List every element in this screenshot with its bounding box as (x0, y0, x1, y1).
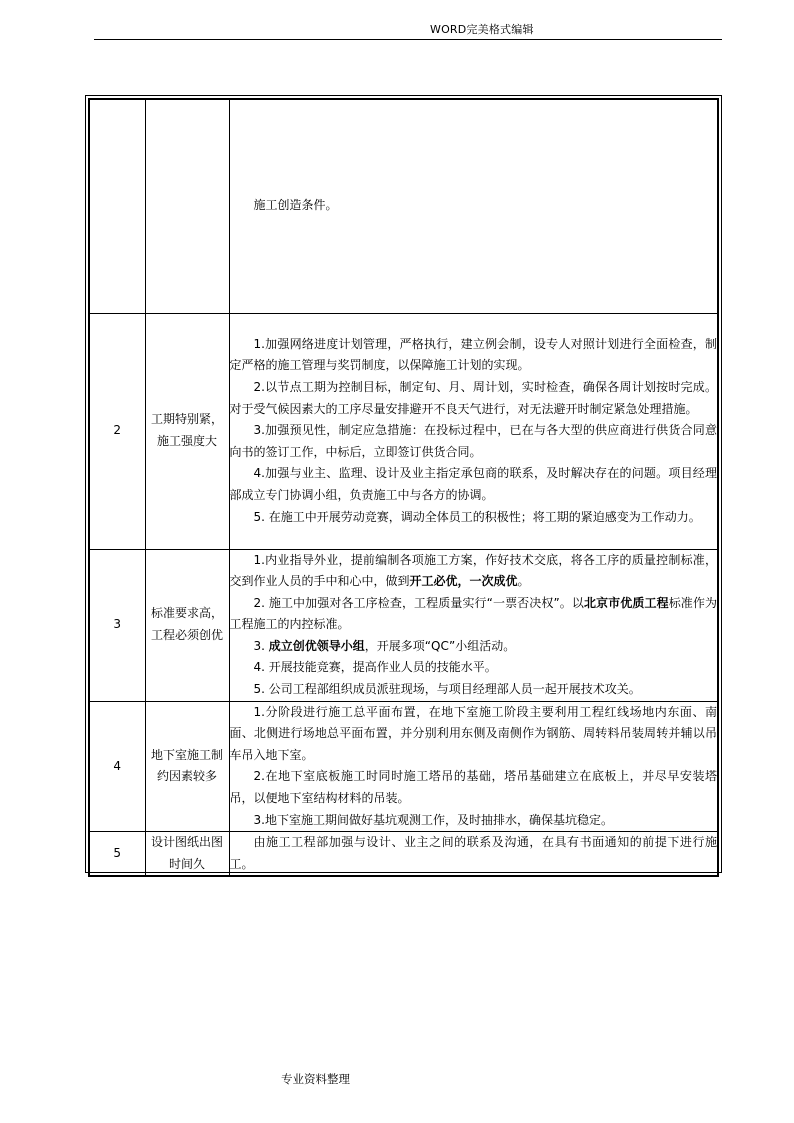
row-number: 2 (89, 313, 145, 549)
measures-cell (229, 701, 718, 832)
table-row (89, 313, 718, 549)
measures-cell (229, 832, 718, 877)
measures-cell (229, 549, 718, 701)
measure-item: 5. 公司工程部组织成员派驻现场，与项目经理部人员一起开展技术攻关。 (253, 682, 641, 697)
factor-text: 工期特别紧，施工强度大 (145, 313, 229, 549)
measure-item: 5. 在施工中开展劳动竞赛，调动全体员工的积极性；将工期的紧迫感变为工作动力。 (253, 509, 701, 524)
measure-text: 2. 施工中加强对各工序检查，工程质量实行“一票否决权”。以 (253, 595, 584, 610)
measure-item: 由施工工程部加强与设计、业主之间的联系及沟通，在具有书面通知的前提下进行施工。 (229, 835, 717, 871)
measure-emphasis: 成立创优领导小组 (268, 638, 365, 653)
factor-text: 地下室施工制约因素较多 (145, 701, 229, 832)
measure-text: 3. (253, 638, 269, 653)
measure-item: 2.以节点工期为控制目标，制定旬、月、周计划，实时检查，确保各周计划按时完成。对于受气候因素大的工序尽量安排避开不良天气进行，对无法避开时制定紧急处理措施。 (229, 380, 717, 416)
measure-item: 1.分阶段进行施工总平面布置，在地下室施工阶段主要利用工程红线场地内东面、南面、北侧进行场地总平面布置，并分别利用东侧及南侧作为钢筋、周转料吊装周转并辅以吊车吊入地下室。 (229, 704, 717, 762)
measure-emphasis: 北京市优质工程 (583, 595, 669, 610)
row-number-cell (89, 99, 145, 313)
measure-item: 1.加强网络进度计划管理，严格执行，建立例会制，设专人对照计划进行全面检查，制定严格的施工管理与奖罚制度，以保障施工计划的实现。 (229, 336, 717, 373)
page-footer: 专业资料整理 (281, 1072, 350, 1086)
page-header: WORD完美格式编辑 (430, 23, 534, 36)
table-row (89, 832, 718, 877)
measure-item (230, 593, 718, 636)
measures-table (88, 98, 719, 877)
row-number: 5 (89, 832, 145, 877)
row-number: 3 (89, 549, 145, 701)
continued-text: 施工创造条件。 (253, 198, 338, 213)
measure-text: 。 (517, 574, 530, 589)
measure-item (230, 550, 718, 593)
measure-item: 3.加强预见性，制定应急措施：在投标过程中，已在与各大型的供应商进行供货合同意向书的签订工作，中标后，立即签订供货合同。 (229, 423, 717, 459)
measure-item: 4.加强与业主、监理、设计及业主指定承包商的联系，及时解决存在的问题。项目经理部成立专门协调小组，负责施工中与各方的协调。 (229, 466, 717, 502)
measure-item: 2.在地下室底板施工时同时施工塔吊的基础，塔吊基础建立在底板上，并尽早安装塔吊，以便地下室结构材料的吊装。 (229, 769, 717, 806)
table-row (89, 99, 718, 313)
measure-item: 4. 开展技能竞赛，提高作业人员的技能水平。 (253, 660, 497, 675)
measure-item: 3.地下室施工期间做好基坑观测工作，及时抽排水，确保基坑稳定。 (253, 812, 613, 827)
factor-text: 设计图纸出图时间久 (145, 832, 229, 877)
measures-cell (229, 313, 718, 549)
measure-item (230, 636, 718, 658)
row-number: 4 (89, 701, 145, 832)
measure-text: 1.内业指导外业，提前编制各项施工方案，作好技术交底，将各工序的质量控制标准，交到作业人员的手中和心中，做到 (229, 552, 717, 589)
measure-emphasis: 开工必优，一次成优 (409, 574, 518, 589)
table-row (89, 701, 718, 832)
table-row (89, 549, 718, 701)
measure-text: ，开展多项“QC”小组活动。 (364, 638, 516, 653)
measure-text: 标准作为工程施工的内控标准。 (229, 595, 717, 632)
factor-cell (145, 99, 229, 313)
header-rule (94, 39, 722, 40)
measures-cell (229, 99, 718, 313)
factor-text: 标准要求高，工程必须创优 (145, 549, 229, 701)
measures-table-frame (85, 95, 722, 873)
